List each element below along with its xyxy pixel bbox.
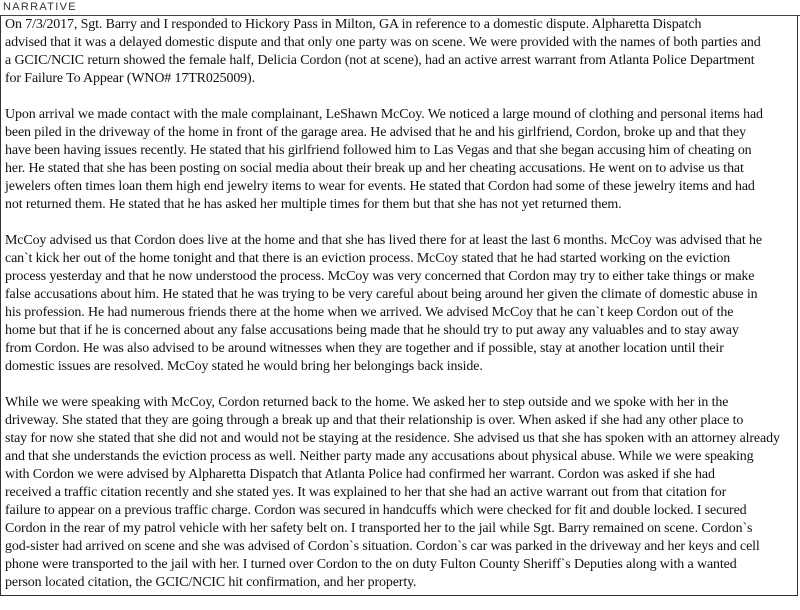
narrative-paragraph [5, 232, 795, 376]
narrative-line: not returned them. He stated that he has asked her multiple times for them but that she has not yet returned them. [5, 197, 622, 212]
narrative-line: While we were speaking with McCoy, Cordon returned back to the home. We asked her to step outside and we spoke with her in the [5, 395, 729, 410]
narrative-line: stay for now she stated that she did not and would not be staying at the residence. She advised us that she has spoken with an attorney already [5, 431, 780, 446]
narrative-line: process yesterday and that he now understood the process. McCoy was very concerned that Cordon may try to either take things or make [5, 269, 755, 284]
narrative-paragraph [5, 106, 795, 214]
narrative-line: On 7/3/2017, Sgt. Barry and I responded to Hickory Pass in Milton, GA in reference to a domestic dispute. Alpharetta Dispatch [5, 17, 702, 32]
narrative-line: for Failure To Appear (WNO# 17TR025009). [5, 71, 255, 86]
narrative-line: her. He stated that she has been posting on social media about their break up and her cheating accusations. He went on to advise us that [5, 161, 744, 176]
narrative-line: a GCIC/NCIC return showed the female half, Delicia Cordon (not at scene), had an active arrest warrant from Atlanta Police Department [5, 53, 755, 68]
narrative-line: false accusations about him. He stated that he was trying to be very careful about being around her given the climate of domestic abuse in [5, 287, 758, 302]
narrative-paragraph [5, 16, 795, 88]
narrative-line: domestic issues are resolved. McCoy stated he would bring her belongings back inside. [5, 359, 483, 374]
narrative-line: Upon arrival we made contact with the male complainant, LeShawn McCoy. We noticed a large mound of clothing and personal items had [5, 107, 763, 122]
narrative-line: his profession. He had numerous friends there at the home when we arrived. We advised McCoy that he can`t keep Cordon out of the [5, 305, 734, 320]
narrative-line: Cordon in the rear of my patrol vehicle with her safety belt on. I transported her to the jail while Sgt. Barry remained on scene. Cordon`s [5, 521, 753, 536]
narrative-line: can`t kick her out of the home tonight and that there is an eviction process. McCoy stated that he had started working on the eviction [5, 251, 731, 266]
narrative-line: jewelers often times loan them high end jewelry items to wear for events. He stated that Cordon had some of these jewelry items and had [5, 179, 755, 194]
narrative-line: phone were transported to the jail with her. I turned over Cordon to the on duty Fulton County Sheriff`s Deputies along with a wanted [5, 557, 737, 572]
narrative-line: been piled in the driveway of the home in front of the garage area. He advised that he and his girlfriend, Cordon, broke up and that they [5, 125, 746, 140]
narrative-line: and that she understands the eviction process as well. Neither party made any accusations about physical abuse. While we were speaking [5, 449, 754, 464]
narrative-line: with Cordon we were advised by Alpharetta Dispatch that Atlanta Police had confirmed her warrant. Cordon was asked if she had [5, 467, 715, 482]
narrative-line: received a traffic citation recently and she stated yes. It was explained to her that she had an active warrant out from that citation for [5, 485, 727, 500]
narrative-line: god-sister had arrived on scene and she was advised of Cordon`s situation. Cordon`s car was parked in the driveway and her keys and cell [5, 539, 760, 554]
narrative-paragraph [5, 394, 795, 592]
narrative-line: from Cordon. He was also advised to be around witnesses when they are together and if possible, stay at another location until their [5, 341, 724, 356]
narrative-line: advised that it was a delayed domestic dispute and that only one party was on scene. We were provided with the names of both parties and [5, 35, 761, 50]
narrative-line: home but that if he is concerned about any false accusations being made that he should try to put away any valuables and to stay away [5, 323, 739, 338]
narrative-line: McCoy advised us that Cordon does live at the home and that she has lived there for at least the last 6 months. McCoy was advised that he [5, 233, 762, 248]
narrative-line: person located citation, the GCIC/NCIC hit confirmation, and her property. [5, 575, 417, 590]
narrative-body [5, 16, 795, 610]
narrative-line: driveway. She stated that they are going through a break up and that their relationship is over. When asked if she had any other place to [5, 413, 744, 428]
narrative-line: have been having issues recently. He stated that his girlfriend followed him to Las Vegas and that she began accusing him of cheating on [5, 143, 752, 158]
narrative-line: failure to appear on a previous traffic charge. Cordon was secured in handcuffs which were checked for fit and double locked. I secured [5, 503, 747, 518]
section-title: NARRATIVE [3, 1, 77, 13]
